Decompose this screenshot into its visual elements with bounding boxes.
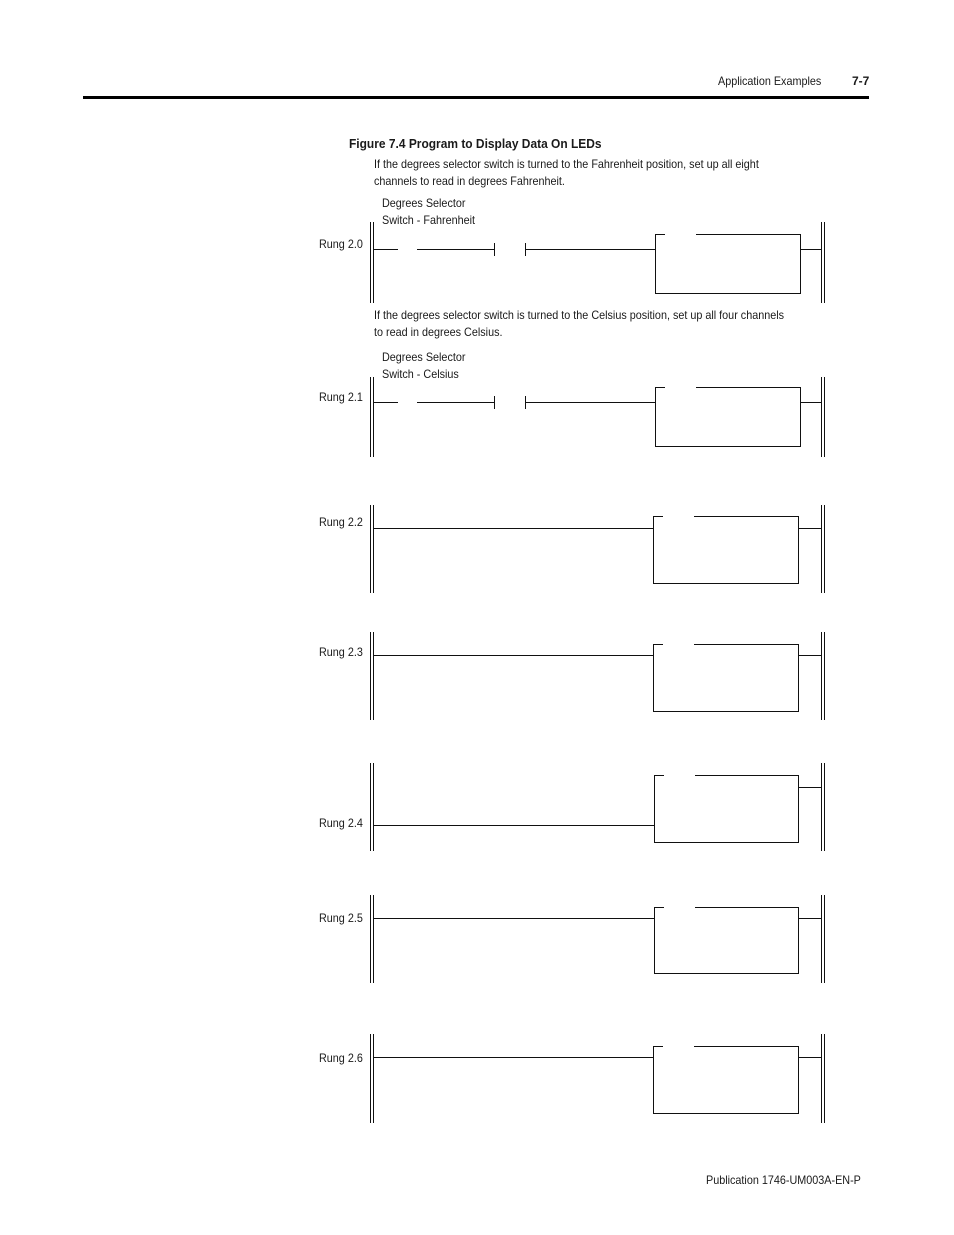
rung-label: Rung 2.2 xyxy=(319,515,363,529)
rung-label: Rung 2.5 xyxy=(319,911,363,925)
contact-label-line: Degrees Selector xyxy=(382,350,466,364)
contact-label-line: Degrees Selector xyxy=(382,196,466,210)
rung-description-line: If the degrees selector switch is turned to the Celsius position, set up all four channels xyxy=(374,308,785,322)
instruction-box xyxy=(655,776,799,843)
rung-label: Rung 2.4 xyxy=(319,816,363,830)
rung-2-5 xyxy=(371,895,825,983)
figure-title: Figure 7.4 Program to Display Data On LEDs xyxy=(349,136,602,151)
rung-2-1 xyxy=(371,377,825,457)
rung-description-line: If the degrees selector switch is turned to the Fahrenheit position, set up all eight xyxy=(374,157,759,171)
rung-label: Rung 2.3 xyxy=(319,645,363,659)
footer-publication: Publication 1746-UM003A-EN-P xyxy=(706,1173,861,1187)
instruction-box xyxy=(656,388,801,447)
instruction-box xyxy=(656,235,801,294)
rung-2-3 xyxy=(371,632,825,720)
contact-label-line: Switch - Fahrenheit xyxy=(382,213,476,227)
rung-2-6 xyxy=(371,1034,825,1123)
instruction-box xyxy=(654,517,799,584)
contact-label-line: Switch - Celsius xyxy=(382,367,459,381)
rung-description-line: to read in degrees Celsius. xyxy=(374,325,503,339)
header-page-number: 7-7 xyxy=(852,74,870,88)
instruction-box xyxy=(654,1047,799,1114)
rung-2-0 xyxy=(371,222,825,303)
rung-2-2 xyxy=(371,505,825,593)
rung-label: Rung 2.6 xyxy=(319,1051,363,1065)
rung-description-line: channels to read in degrees Fahrenheit. xyxy=(374,174,565,188)
rung-label: Rung 2.1 xyxy=(319,390,363,404)
header-section-title: Application Examples xyxy=(718,74,822,88)
rung-label: Rung 2.0 xyxy=(319,237,363,251)
rung-2-4 xyxy=(371,763,825,851)
instruction-box xyxy=(654,645,799,712)
instruction-box xyxy=(655,908,799,974)
